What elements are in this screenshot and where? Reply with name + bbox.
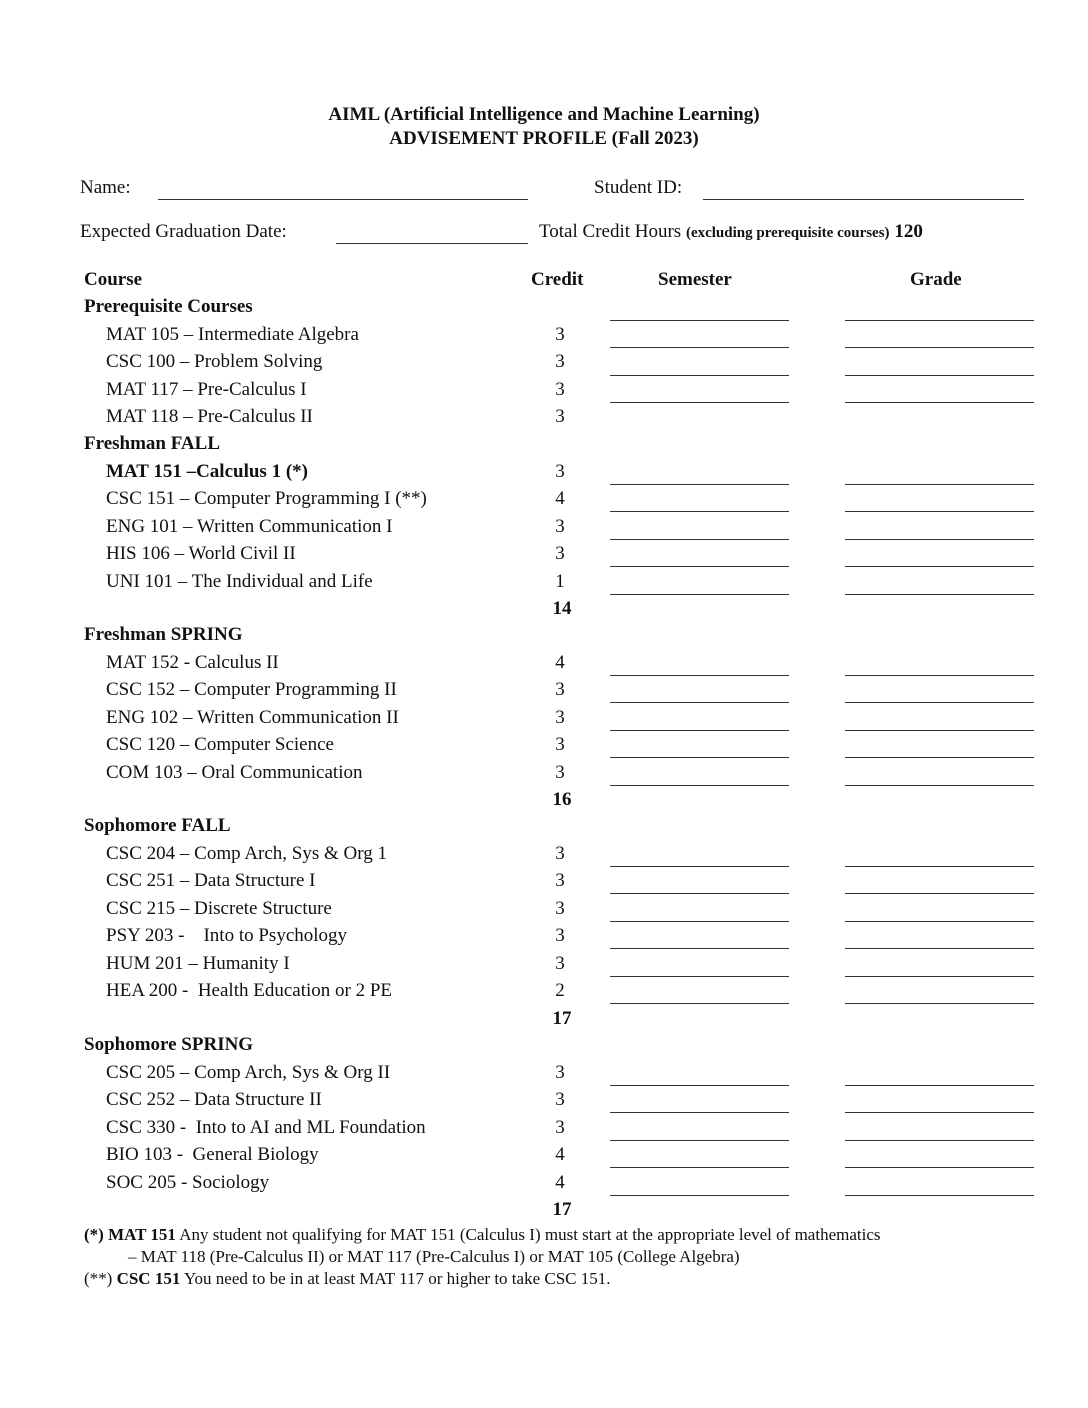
course-credit: 3 (555, 842, 565, 864)
grade-input-line[interactable] (845, 866, 1034, 867)
semester-input-line[interactable] (610, 511, 789, 512)
grade-input-line[interactable] (845, 347, 1034, 348)
course-name: HIS 106 – World Civil II (106, 543, 296, 564)
student-id-label: Student ID: (594, 177, 683, 198)
grade-input-line[interactable] (845, 594, 1034, 595)
semester-input-line[interactable] (610, 730, 789, 731)
grade-input-line[interactable] (845, 539, 1034, 540)
grade-input-line[interactable] (845, 484, 1034, 485)
course-name: MAT 151 –Calculus 1 (*) (106, 460, 308, 482)
name-field[interactable] (158, 199, 528, 200)
semester-input-line[interactable] (610, 484, 789, 485)
semester-input-line[interactable] (610, 702, 789, 703)
grade-input-line[interactable] (845, 675, 1034, 676)
footnote-marker: (**) (84, 1269, 113, 1288)
column-header-grade: Grade (910, 269, 962, 290)
footnote-marker: (*) (84, 1225, 104, 1244)
semester-input-line[interactable] (610, 757, 789, 758)
course-credit: 3 (555, 1089, 565, 1110)
section-title: Freshman FALL (84, 433, 220, 454)
section-title: Sophomore FALL (84, 815, 231, 836)
course-credit: 3 (555, 679, 565, 700)
course-name: MAT 118 – Pre-Calculus II (106, 406, 313, 427)
course-credit: 3 (555, 952, 565, 974)
course-name: CSC 205 – Comp Arch, Sys & Org II (106, 1061, 391, 1083)
course-name: COM 103 – Oral Communication (106, 761, 363, 783)
footnote-csc151 (84, 1269, 611, 1289)
footnote-mat151-continued: – MAT 118 (Pre-Calculus II) or MAT 117 (Pre-Calculus I) or MAT 105 (College Algebra) (128, 1247, 740, 1266)
semester-input-line[interactable] (610, 1003, 789, 1004)
document-title-line1: AIML (Artificial Intelligence and Machine Learning) (328, 104, 760, 125)
grad-date-label: Expected Graduation Date: (80, 221, 287, 242)
section-title: Prerequisite Courses (84, 296, 253, 317)
course-name: HEA 200 - Health Education or 2 PE (106, 980, 393, 1001)
course-credit: 3 (555, 323, 565, 345)
course-credit: 1 (555, 570, 565, 592)
course-credit: 3 (555, 460, 565, 482)
semester-input-line[interactable] (610, 402, 789, 403)
course-credit: 3 (555, 515, 565, 537)
footnote-mat151 (84, 1225, 880, 1245)
footnote-text: You need to be in at least MAT 117 or higher to take CSC 151. (180, 1269, 611, 1288)
total-credit-value: 120 (894, 221, 923, 242)
semester-input-line[interactable] (610, 539, 789, 540)
course-name: MAT 152 - Calculus II (106, 651, 279, 673)
document-title-line2: ADVISEMENT PROFILE (Fall 2023) (389, 128, 699, 149)
total-credit-note: (excluding prerequisite courses) (685, 225, 890, 241)
semester-input-line[interactable] (610, 1167, 789, 1168)
grade-input-line[interactable] (845, 1167, 1034, 1168)
semester-input-line[interactable] (610, 921, 789, 922)
grade-input-line[interactable] (845, 1003, 1034, 1004)
semester-input-line[interactable] (610, 1085, 789, 1086)
grade-input-line[interactable] (845, 1140, 1034, 1141)
name-label: Name: (80, 177, 131, 198)
total-credit-label: Total Credit Hours (539, 221, 682, 242)
column-header-course: Course (84, 269, 143, 290)
grade-input-line[interactable] (845, 1085, 1034, 1086)
course-credit: 3 (555, 543, 565, 564)
course-credit: 3 (555, 925, 565, 946)
course-name: HUM 201 – Humanity I (106, 952, 290, 974)
course-credit: 4 (555, 1171, 565, 1193)
course-name: PSY 203 - Into to Psychology (106, 925, 348, 946)
course-credit: 4 (555, 651, 565, 673)
semester-input-line[interactable] (610, 375, 789, 376)
course-name: CSC 151 – Computer Programming I (**) (106, 488, 427, 509)
grade-input-line[interactable] (845, 702, 1034, 703)
course-credit: 3 (555, 761, 565, 783)
footnote-course: MAT 151 (108, 1225, 176, 1244)
course-name: ENG 102 – Written Communication II (106, 706, 399, 728)
course-credit: 4 (555, 488, 565, 509)
course-name: MAT 105 – Intermediate Algebra (106, 323, 359, 345)
course-name: UNI 101 – The Individual and Life (106, 570, 373, 592)
footnote-course: CSC 151 (116, 1269, 181, 1288)
course-name: CSC 215 – Discrete Structure (106, 897, 332, 919)
semester-input-line[interactable] (610, 1140, 789, 1141)
grade-input-line[interactable] (845, 730, 1034, 731)
semester-input-line[interactable] (610, 976, 789, 977)
course-credit: 3 (555, 897, 565, 919)
grad-date-field[interactable] (336, 243, 528, 244)
course-credit: 3 (555, 1116, 565, 1138)
course-name: CSC 252 – Data Structure II (106, 1089, 322, 1110)
semester-input-line[interactable] (610, 1112, 789, 1113)
total-credit-hours (539, 221, 923, 243)
course-credit: 3 (555, 734, 565, 755)
semester-input-line[interactable] (610, 948, 789, 949)
grade-input-line[interactable] (845, 402, 1034, 403)
course-name: CSC 330 - Into to AI and ML Foundation (106, 1116, 426, 1138)
semester-input-line[interactable] (610, 566, 789, 567)
column-header-credit: Credit (531, 269, 584, 290)
footnote-text: Any student not qualifying for MAT 151 (Calculus I) must start at the appropriate level of mathematics (175, 1225, 881, 1244)
grade-input-line[interactable] (845, 921, 1034, 922)
section-title: Freshman SPRING (84, 624, 243, 645)
grade-input-line[interactable] (845, 566, 1034, 567)
course-name: MAT 117 – Pre-Calculus I (106, 378, 307, 400)
course-credit: 4 (555, 1144, 565, 1165)
student-id-field[interactable] (703, 199, 1024, 200)
course-credit: 2 (555, 980, 565, 1001)
semester-input-line[interactable] (610, 594, 789, 595)
section-credit-total: 16 (552, 789, 572, 810)
section-credit-total: 17 (552, 1199, 572, 1220)
grade-input-line[interactable] (845, 1112, 1034, 1113)
course-name: CSC 152 – Computer Programming II (106, 679, 397, 700)
course-credit: 3 (555, 706, 565, 728)
grade-input-line[interactable] (845, 511, 1034, 512)
section-title: Sophomore SPRING (84, 1034, 254, 1055)
section-credit-total: 14 (552, 598, 572, 619)
semester-input-line[interactable] (610, 1195, 789, 1196)
grade-input-line[interactable] (845, 1195, 1034, 1196)
course-credit: 3 (555, 1061, 565, 1083)
grade-input-line[interactable] (845, 320, 1034, 321)
course-name: CSC 100 – Problem Solving (106, 351, 323, 372)
semester-input-line[interactable] (610, 785, 789, 786)
grade-input-line[interactable] (845, 976, 1034, 977)
grade-input-line[interactable] (845, 893, 1034, 894)
grade-input-line[interactable] (845, 948, 1034, 949)
course-name: BIO 103 - General Biology (106, 1144, 319, 1165)
course-credit: 3 (555, 870, 565, 891)
course-credit: 3 (555, 378, 565, 400)
course-name: SOC 205 - Sociology (106, 1171, 270, 1193)
section-credit-total: 17 (552, 1007, 572, 1029)
grade-input-line[interactable] (845, 785, 1034, 786)
course-name: CSC 120 – Computer Science (106, 734, 334, 755)
semester-input-line[interactable] (610, 893, 789, 894)
semester-input-line[interactable] (610, 866, 789, 867)
semester-input-line[interactable] (610, 675, 789, 676)
course-name: CSC 204 – Comp Arch, Sys & Org 1 (106, 842, 387, 864)
course-credit: 3 (555, 406, 565, 427)
grade-input-line[interactable] (845, 375, 1034, 376)
semester-input-line[interactable] (610, 347, 789, 348)
course-name: CSC 251 – Data Structure I (106, 870, 316, 891)
semester-input-line[interactable] (610, 320, 789, 321)
course-name: ENG 101 – Written Communication I (106, 515, 393, 537)
column-header-semester: Semester (658, 269, 732, 290)
course-credit: 3 (555, 351, 565, 372)
grade-input-line[interactable] (845, 757, 1034, 758)
